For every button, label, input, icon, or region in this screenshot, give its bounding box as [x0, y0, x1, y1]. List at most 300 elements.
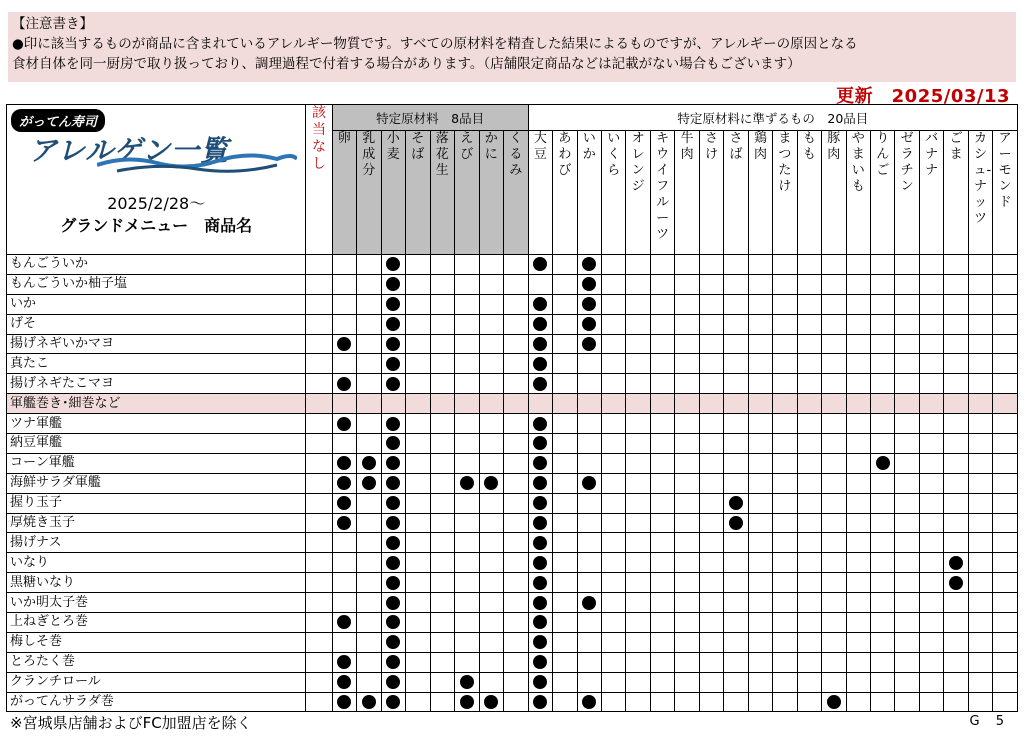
allergen-cell [748, 513, 772, 533]
allergen-cell [895, 533, 919, 553]
allergen-cell [773, 613, 797, 633]
allergen-cell [699, 493, 723, 513]
allergen-cell [944, 354, 968, 374]
allergen-cell [846, 394, 870, 414]
allergen-cell [479, 652, 504, 672]
allergen-dot-icon [337, 516, 351, 530]
allergen-cell [479, 692, 504, 712]
none-cell [306, 274, 332, 294]
allergen-cell [993, 593, 1018, 613]
allergen-cell [332, 274, 357, 294]
footnote: ※宮城県店舗およびFC加盟店を除く [10, 714, 252, 732]
allergen-cell [504, 473, 529, 493]
allergen-cell [650, 613, 674, 633]
allergen-cell [773, 493, 797, 513]
allergen-dot-icon [533, 596, 547, 610]
allergen-cell [602, 473, 626, 493]
allergen-cell [724, 652, 748, 672]
allergen-cell [650, 255, 674, 275]
allergen-cell [357, 593, 382, 613]
allergen-cell [626, 493, 650, 513]
none-cell [306, 493, 332, 513]
allergen-cell [504, 334, 529, 354]
allergen-dot-icon [337, 695, 351, 709]
allergen-cell [748, 354, 772, 374]
allergen-cell [553, 593, 577, 613]
allergen-cell [773, 573, 797, 593]
allergen-cell [968, 593, 992, 613]
allergen-dot-icon [949, 556, 963, 570]
allergen-dot-icon [533, 436, 547, 450]
allergen-cell [993, 493, 1018, 513]
header-equiv-2: いか [577, 131, 601, 255]
allergen-cell [993, 374, 1018, 394]
allergen-cell [406, 672, 431, 692]
allergen-cell [577, 493, 601, 513]
allergen-cell [871, 652, 895, 672]
allergen-cell [895, 513, 919, 533]
allergen-cell [724, 493, 748, 513]
allergen-cell [846, 255, 870, 275]
allergen-cell [748, 533, 772, 553]
notice-box [8, 12, 1016, 82]
allergen-cell [381, 493, 406, 513]
allergen-cell [822, 672, 846, 692]
allergen-cell [479, 394, 504, 414]
allergen-cell [919, 632, 943, 652]
table-row [7, 453, 1018, 473]
allergen-cell [919, 394, 943, 414]
allergen-cell [626, 652, 650, 672]
allergen-cell [430, 493, 455, 513]
header-equiv-1: あわび [553, 131, 577, 255]
allergen-cell [773, 354, 797, 374]
allergen-cell [944, 255, 968, 275]
allergen-cell [895, 593, 919, 613]
allergen-cell [968, 613, 992, 633]
table-row [7, 652, 1018, 672]
allergen-cell [504, 255, 529, 275]
header-equiv-0: 大豆 [528, 131, 552, 255]
allergen-dot-icon [386, 695, 400, 709]
allergen-cell [626, 473, 650, 493]
allergen-cell [993, 354, 1018, 374]
allergen-cell [675, 334, 699, 354]
allergen-cell [846, 513, 870, 533]
allergen-cell [968, 354, 992, 374]
allergen-cell [650, 274, 674, 294]
allergen-dot-icon [386, 417, 400, 431]
allergen-cell [968, 692, 992, 712]
allergen-cell [602, 553, 626, 573]
allergen-cell [602, 414, 626, 434]
allergen-cell [871, 553, 895, 573]
allergen-cell [455, 533, 480, 553]
allergen-dot-icon [386, 596, 400, 610]
allergen-cell [797, 453, 821, 473]
allergen-cell [675, 692, 699, 712]
allergen-dot-icon [729, 516, 743, 530]
allergen-dot-icon [533, 635, 547, 649]
allergen-cell [577, 632, 601, 652]
allergen-dot-icon [386, 635, 400, 649]
allergen-dot-icon [460, 675, 474, 689]
allergen-cell [430, 652, 455, 672]
allergen-cell [699, 473, 723, 493]
allergen-cell [797, 573, 821, 593]
allergen-cell [553, 473, 577, 493]
allergen-cell [919, 613, 943, 633]
allergen-cell [332, 374, 357, 394]
allergen-cell [528, 394, 552, 414]
allergen-cell [675, 274, 699, 294]
allergen-cell [504, 553, 529, 573]
allergen-cell [993, 414, 1018, 434]
allergen-cell [357, 613, 382, 633]
allergen-cell [944, 394, 968, 414]
header-equiv-14: りんご [871, 131, 895, 255]
allergen-cell [504, 513, 529, 533]
allergen-dot-icon [386, 456, 400, 470]
allergen-cell [381, 652, 406, 672]
header-none: 該当なし [306, 105, 332, 255]
allergen-cell [406, 513, 431, 533]
allergen-cell [822, 692, 846, 712]
allergen-cell [822, 632, 846, 652]
allergen-cell [968, 632, 992, 652]
allergen-cell [944, 672, 968, 692]
allergen-cell [724, 553, 748, 573]
allergen-cell [968, 493, 992, 513]
allergen-dot-icon [533, 476, 547, 490]
allergen-cell [553, 632, 577, 652]
allergen-cell [357, 434, 382, 454]
allergen-cell [699, 613, 723, 633]
allergen-cell [895, 374, 919, 394]
allergen-cell [528, 434, 552, 454]
allergen-cell [919, 692, 943, 712]
allergen-cell [455, 493, 480, 513]
table-row [7, 274, 1018, 294]
allergen-cell [626, 294, 650, 314]
allergen-cell [919, 453, 943, 473]
allergen-dot-icon [337, 615, 351, 629]
allergen-cell [797, 255, 821, 275]
allergen-cell [724, 533, 748, 553]
allergen-cell [993, 314, 1018, 334]
allergen-cell [724, 473, 748, 493]
allergen-cell [406, 334, 431, 354]
table-row [7, 672, 1018, 692]
allergen-cell [748, 414, 772, 434]
allergen-cell [602, 394, 626, 414]
allergen-cell [504, 453, 529, 473]
allergen-cell [528, 533, 552, 553]
allergen-cell [504, 593, 529, 613]
allergen-dot-icon [533, 357, 547, 371]
allergen-cell [968, 314, 992, 334]
allergen-cell [724, 414, 748, 434]
table-row [7, 314, 1018, 334]
allergen-cell [699, 394, 723, 414]
allergen-cell [528, 573, 552, 593]
allergen-cell [357, 314, 382, 334]
allergen-cell [504, 434, 529, 454]
allergen-cell [577, 394, 601, 414]
allergen-cell [871, 453, 895, 473]
allergen-cell [699, 672, 723, 692]
allergen-dot-icon [386, 277, 400, 291]
allergen-cell [699, 414, 723, 434]
allergen-cell [699, 533, 723, 553]
allergen-cell [455, 434, 480, 454]
allergen-cell [675, 453, 699, 473]
allergen-cell [357, 513, 382, 533]
allergen-cell [846, 334, 870, 354]
allergen-cell [822, 274, 846, 294]
allergen-cell [773, 255, 797, 275]
allergen-cell [773, 533, 797, 553]
wave-icon [97, 149, 297, 175]
allergen-cell [773, 314, 797, 334]
allergen-dot-icon [582, 257, 596, 271]
allergen-cell [357, 354, 382, 374]
allergen-cell [430, 374, 455, 394]
allergen-cell [748, 453, 772, 473]
menu-label: グランドメニュー 商品名 [60, 216, 253, 235]
table-row [7, 434, 1018, 454]
allergen-cell [748, 553, 772, 573]
allergen-cell [602, 314, 626, 334]
notice-line-2: 食材自体を同一厨房で取り扱っており、調理過程で付着する場合があります。（店舗限定商品などは記載がない場合もございます） [12, 56, 801, 72]
allergen-cell [699, 513, 723, 533]
allergen-cell [602, 255, 626, 275]
allergen-cell [577, 573, 601, 593]
allergen-cell [455, 294, 480, 314]
allergen-cell [626, 354, 650, 374]
allergen-dot-icon [876, 456, 890, 470]
allergen-dot-icon [533, 516, 547, 530]
table-row [7, 533, 1018, 553]
allergen-dot-icon [386, 476, 400, 490]
allergen-cell [968, 513, 992, 533]
allergen-cell [430, 553, 455, 573]
allergen-cell [797, 632, 821, 652]
allergen-cell [430, 354, 455, 374]
allergen-cell [357, 652, 382, 672]
allergen-cell [430, 573, 455, 593]
allergen-cell [773, 274, 797, 294]
allergen-cell [430, 334, 455, 354]
allergen-cell [406, 394, 431, 414]
allergen-cell [602, 453, 626, 473]
allergen-cell [406, 632, 431, 652]
allergen-cell [968, 553, 992, 573]
allergen-cell [699, 374, 723, 394]
allergen-cell [675, 354, 699, 374]
allergen-cell [675, 632, 699, 652]
allergen-cell [944, 593, 968, 613]
allergen-cell [748, 394, 772, 414]
product-name: ツナ軍艦 [7, 414, 306, 434]
allergen-cell [455, 473, 480, 493]
allergen-cell [748, 672, 772, 692]
allergen-dot-icon [827, 695, 841, 709]
allergen-cell [944, 274, 968, 294]
allergen-cell [406, 434, 431, 454]
allergen-cell [332, 414, 357, 434]
product-name: がってんサラダ巻 [7, 692, 306, 712]
product-name: 上ねぎとろ巻 [7, 613, 306, 633]
allergen-cell [846, 573, 870, 593]
table-row [7, 255, 1018, 275]
allergen-cell [406, 414, 431, 434]
allergen-cell [822, 493, 846, 513]
allergen-cell [332, 314, 357, 334]
product-name: 握り玉子 [7, 493, 306, 513]
allergen-cell [602, 294, 626, 314]
allergen-cell [944, 334, 968, 354]
table-row [7, 354, 1018, 374]
allergen-cell [822, 473, 846, 493]
allergen-cell [430, 513, 455, 533]
allergen-cell [332, 453, 357, 473]
allergen-cell [479, 613, 504, 633]
allergen-cell [577, 354, 601, 374]
allergen-cell [846, 493, 870, 513]
allergen-cell [944, 692, 968, 712]
allergen-cell [822, 394, 846, 414]
allergen-cell [626, 434, 650, 454]
allergen-cell [699, 255, 723, 275]
allergen-cell [968, 294, 992, 314]
allergen-cell [602, 493, 626, 513]
allergen-cell [773, 553, 797, 573]
allergen-cell [993, 274, 1018, 294]
allergen-cell [430, 692, 455, 712]
allergen-cell [602, 692, 626, 712]
allergen-cell [577, 692, 601, 712]
allergen-dot-icon [386, 257, 400, 271]
allergen-cell [773, 434, 797, 454]
allergen-cell [675, 652, 699, 672]
allergen-dot-icon [484, 695, 498, 709]
allergen-cell [822, 414, 846, 434]
allergen-cell [968, 453, 992, 473]
allergen-cell [773, 652, 797, 672]
allergen-dot-icon [362, 476, 376, 490]
allergen-cell [626, 513, 650, 533]
allergen-cell [528, 274, 552, 294]
table-row [7, 692, 1018, 712]
allergen-cell [479, 274, 504, 294]
allergen-cell [602, 613, 626, 633]
allergen-cell [919, 374, 943, 394]
allergen-cell [748, 632, 772, 652]
product-name: 納豆軍艦 [7, 434, 306, 454]
product-name: げそ [7, 314, 306, 334]
product-name: 厚焼き玉子 [7, 513, 306, 533]
allergen-cell [455, 632, 480, 652]
allergen-cell [895, 274, 919, 294]
none-cell [306, 394, 332, 414]
allergen-cell [699, 274, 723, 294]
allergen-cell [602, 334, 626, 354]
menu-date: 2025/2/28～ [107, 194, 206, 213]
allergen-cell [895, 414, 919, 434]
allergen-cell [944, 493, 968, 513]
allergen-cell [504, 414, 529, 434]
allergen-cell [553, 255, 577, 275]
allergen-cell [626, 374, 650, 394]
allergen-cell [822, 613, 846, 633]
allergen-dot-icon [337, 476, 351, 490]
allergen-cell [504, 314, 529, 334]
allergen-cell [332, 473, 357, 493]
allergen-dot-icon [386, 436, 400, 450]
allergen-cell [944, 652, 968, 672]
allergen-cell [357, 473, 382, 493]
header-equiv-16: バナナ [919, 131, 943, 255]
allergen-cell [602, 354, 626, 374]
allergen-cell [504, 652, 529, 672]
allergen-cell [577, 672, 601, 692]
allergen-cell [993, 294, 1018, 314]
allergen-cell [357, 294, 382, 314]
allergen-cell [357, 394, 382, 414]
allergen-cell [895, 672, 919, 692]
header-equiv-19: アーモンド [993, 131, 1018, 255]
allergen-cell [626, 533, 650, 553]
allergen-cell [650, 314, 674, 334]
allergen-dot-icon [533, 695, 547, 709]
allergen-cell [479, 533, 504, 553]
section-row [7, 394, 1018, 414]
notice-title: 【注意書き】 [12, 16, 93, 32]
allergen-cell [822, 513, 846, 533]
allergen-cell [822, 453, 846, 473]
allergen-cell [602, 652, 626, 672]
header-specified-5: えび [455, 131, 480, 255]
allergen-cell [357, 274, 382, 294]
allergen-cell [675, 255, 699, 275]
allergen-dot-icon [386, 377, 400, 391]
allergen-cell [504, 493, 529, 513]
product-name: もんごういか柚子塩 [7, 274, 306, 294]
allergen-cell [944, 294, 968, 314]
allergen-cell [406, 613, 431, 633]
allergen-cell [650, 593, 674, 613]
allergen-cell [357, 453, 382, 473]
allergen-cell [504, 274, 529, 294]
allergen-cell [577, 294, 601, 314]
allergen-cell [773, 374, 797, 394]
table-row [7, 294, 1018, 314]
allergen-cell [553, 652, 577, 672]
allergen-cell [846, 553, 870, 573]
allergen-cell [699, 553, 723, 573]
allergen-cell [553, 573, 577, 593]
allergen-cell [602, 573, 626, 593]
allergen-cell [553, 354, 577, 374]
product-name: とろたく巻 [7, 652, 306, 672]
allergen-dot-icon [337, 417, 351, 431]
allergen-cell [332, 533, 357, 553]
allergen-cell [724, 314, 748, 334]
product-name: 揚げナス [7, 533, 306, 553]
table-row [7, 613, 1018, 633]
allergen-cell [357, 632, 382, 652]
